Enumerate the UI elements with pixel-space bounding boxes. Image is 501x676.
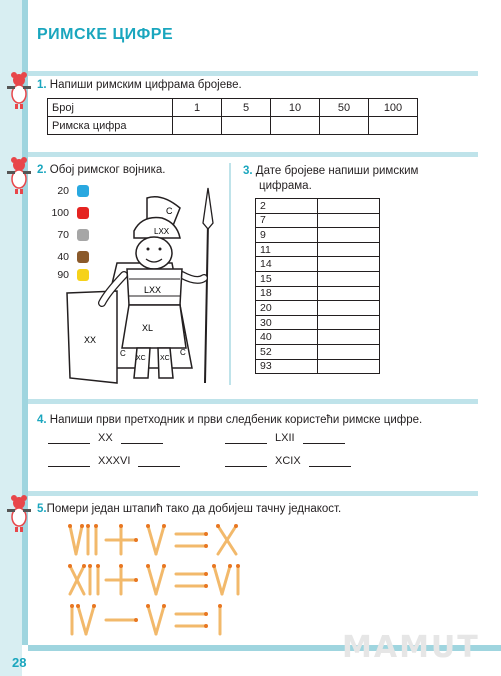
question-4: 4. Напиши први претходник и први следбеник користећи римске цифре.: [37, 414, 423, 426]
predecessor-successor-row: [48, 432, 163, 444]
number-cell: 18: [256, 286, 318, 301]
table-cell: 50: [320, 99, 369, 117]
soldier-label: LXX: [144, 285, 162, 295]
row-label: Број: [48, 99, 173, 117]
watermark: MAMUT: [342, 630, 480, 665]
number-cell: 20: [256, 301, 318, 316]
answer-blank[interactable]: [48, 456, 90, 467]
question-2: 2. Обој римског војника.: [37, 164, 166, 176]
section-divider: [28, 152, 478, 157]
answer-cell[interactable]: [318, 344, 380, 359]
matchstick-equation: [70, 526, 238, 634]
answer-blank[interactable]: [303, 433, 345, 444]
legend-item: 40: [55, 251, 89, 263]
table-cell: 10: [271, 99, 320, 117]
table-cell: 1: [173, 99, 222, 117]
answer-blank[interactable]: [225, 433, 267, 444]
number-table: [47, 98, 418, 135]
number-cell: 40: [256, 330, 318, 345]
matchstick-puzzle: [62, 522, 262, 640]
column-divider: [229, 163, 231, 385]
soldier-label: XC: [160, 355, 170, 362]
legend-item: 20: [55, 185, 89, 197]
soldier-label: C: [180, 348, 186, 357]
number-cell: 7: [256, 213, 318, 228]
answer-cell[interactable]: [318, 242, 380, 257]
soldier-label: XL: [142, 323, 154, 333]
page-title: РИМСКЕ ЦИФРЕ: [37, 26, 174, 43]
answer-cell[interactable]: [320, 117, 369, 135]
answer-cell[interactable]: [318, 286, 380, 301]
answer-cell[interactable]: [318, 359, 380, 374]
number-cell: 93: [256, 359, 318, 374]
number-cell: 30: [256, 315, 318, 330]
answer-blank[interactable]: [48, 433, 90, 444]
roman-numeral: XCIX: [275, 455, 301, 467]
predecessor-successor-row: [48, 455, 180, 467]
question-5: 5.Помери један штапић тако да добијеш тачну једнакост.: [37, 503, 342, 515]
page-number: 28: [12, 655, 27, 670]
legend-item: 100: [49, 207, 89, 219]
section-divider: [28, 399, 478, 404]
soldier-label: XX: [84, 335, 97, 345]
answer-cell[interactable]: [318, 301, 380, 316]
mascot-icon: [4, 70, 34, 110]
soldier-label: C: [166, 206, 173, 216]
table-cell: 100: [369, 99, 418, 117]
section-divider: [28, 71, 478, 76]
answer-cell[interactable]: [173, 117, 222, 135]
question-1: 1. Напиши римским цифрама бројеве.: [37, 79, 242, 91]
roman-soldier-illustration: [62, 183, 222, 388]
answer-cell[interactable]: [369, 117, 418, 135]
answer-cell[interactable]: [222, 117, 271, 135]
row-label: Римска цифра: [48, 117, 173, 135]
predecessor-successor-row: [225, 455, 351, 467]
answer-blank[interactable]: [309, 456, 351, 467]
soldier-label: XC: [136, 355, 146, 362]
answer-cell[interactable]: [318, 257, 380, 272]
answer-blank[interactable]: [138, 456, 180, 467]
roman-numeral: XX: [98, 432, 113, 444]
conversion-table: [255, 198, 380, 374]
answer-cell[interactable]: [318, 213, 380, 228]
number-cell: 14: [256, 257, 318, 272]
legend-item: 90: [55, 269, 89, 281]
number-cell: 9: [256, 228, 318, 243]
answer-blank[interactable]: [225, 456, 267, 467]
answer-blank[interactable]: [121, 433, 163, 444]
answer-cell[interactable]: [318, 271, 380, 286]
legend-item: 70: [55, 229, 89, 241]
number-cell: 15: [256, 271, 318, 286]
mascot-icon: [4, 155, 34, 195]
roman-numeral: XXXVI: [98, 455, 131, 467]
answer-cell[interactable]: [318, 228, 380, 243]
answer-cell[interactable]: [318, 315, 380, 330]
number-cell: 11: [256, 242, 318, 257]
answer-cell[interactable]: [318, 199, 380, 214]
mascot-icon: [4, 493, 34, 533]
answer-cell[interactable]: [271, 117, 320, 135]
question-3: 3. Дате бројеве напиши римским цифрама.: [243, 165, 419, 192]
number-cell: 52: [256, 344, 318, 359]
predecessor-successor-row: [225, 432, 345, 444]
soldier-label: LXX: [154, 227, 170, 236]
roman-numeral: LXII: [275, 432, 295, 444]
number-cell: 2: [256, 199, 318, 214]
table-cell: 5: [222, 99, 271, 117]
section-divider: [28, 491, 478, 496]
soldier-label: C: [120, 349, 126, 358]
answer-cell[interactable]: [318, 330, 380, 345]
